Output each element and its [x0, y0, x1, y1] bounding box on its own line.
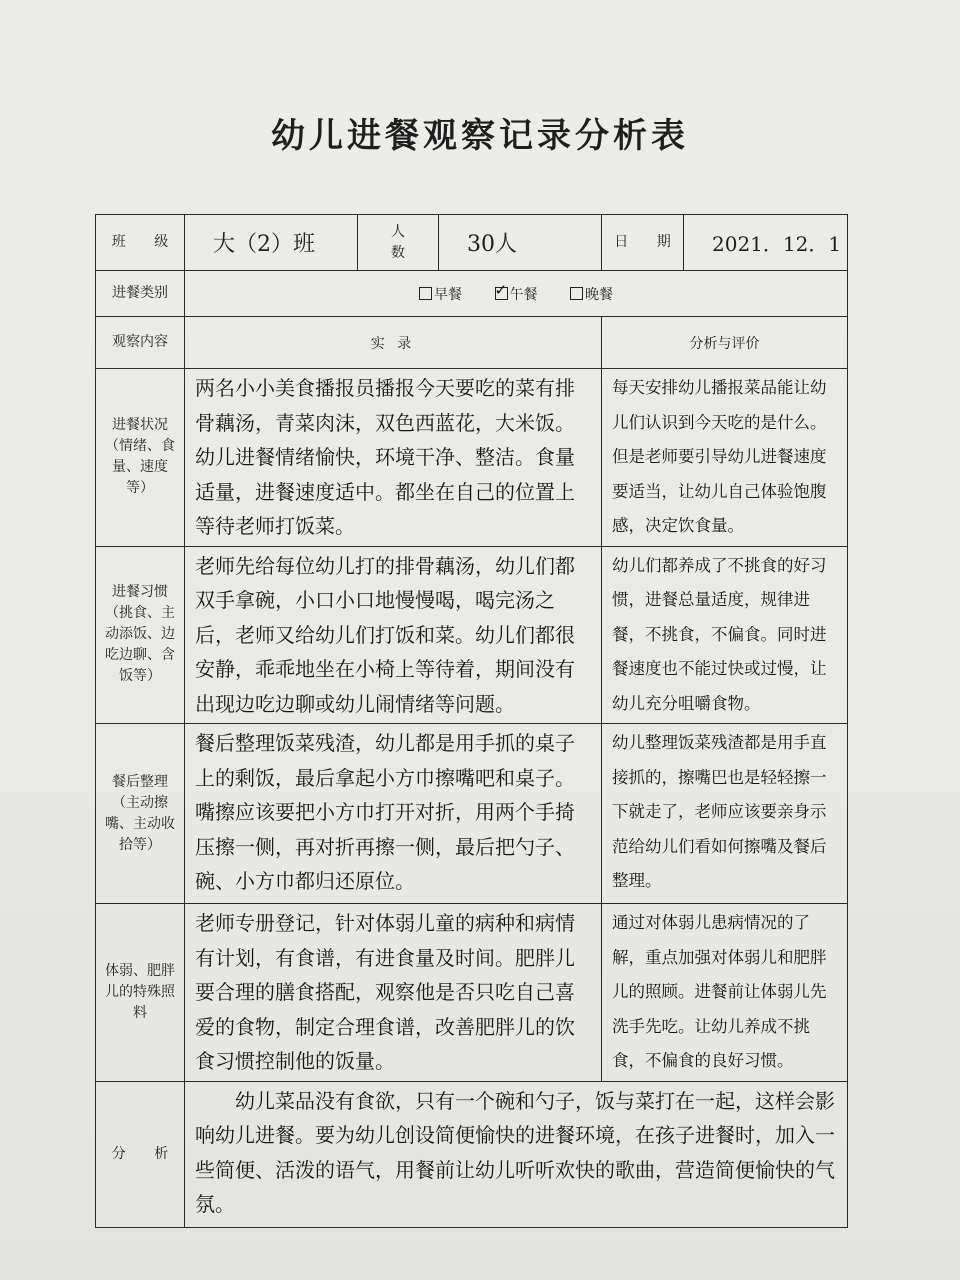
row-after-meal — [96, 724, 848, 904]
row-label: 进餐习惯（挑食、主动添饭、边吃边聊、含饭等） — [96, 546, 185, 724]
observation-table — [95, 214, 848, 1228]
column-analysis-header: 分析与评价 — [602, 317, 848, 369]
record-text: 老师先给每位幼儿打的排骨藕汤，幼儿们都双手拿碗，小口小口地慢慢喝，喝完汤之后，老师又给幼儿们打饭和菜。幼儿们都很安静，乖乖地坐在小椅上等待着，期间没有出现边吃边聊或幼儿闹情绪等问题。 — [185, 546, 602, 724]
analysis-text: 幼儿们都养成了不挑食的好习惯，进餐总量适度，规律进餐，不挑食，不偏食。同时进餐速度也不能过快或过慢，让幼儿充分咀嚼食物。 — [602, 546, 848, 724]
column-content-header: 观察内容 — [96, 317, 185, 369]
checkbox-icon — [419, 287, 432, 300]
meal-option-dinner[interactable]: 晚餐 — [570, 287, 613, 303]
count-value: 30人 — [439, 215, 602, 271]
date-value: 2021．12．1 — [684, 215, 848, 271]
class-label: 班 级 — [96, 215, 185, 271]
meal-type-row — [96, 271, 848, 317]
checkbox-icon — [570, 287, 583, 300]
row-label: 体弱、肥胖儿的特殊照料 — [96, 904, 185, 1082]
row-eating-status — [96, 369, 848, 547]
row-eating-habits — [96, 546, 848, 724]
header-row — [96, 215, 848, 271]
record-text: 餐后整理饭菜残渣，幼儿都是用手抓的桌子上的剩饭，最后拿起小方巾擦嘴吧和桌子。嘴擦应该要把小方巾打开对折，用两个手掎压擦一侧，再对折再擦一侧，最后把勺子、碗、小方巾都归还原位。 — [185, 724, 602, 904]
meal-option-breakfast[interactable]: 早餐 — [419, 287, 462, 303]
row-special-care — [96, 904, 848, 1082]
analysis-text: 每天安排幼儿播报菜品能让幼儿们认识到今天吃的是什么。但是老师要引导幼儿进餐速度要适当，让幼儿自己体验饱腹感，决定饮食量。 — [602, 369, 848, 547]
meal-option-lunch[interactable]: ✓ 午餐 — [495, 287, 538, 303]
date-label: 日 期 — [602, 215, 684, 271]
summary-text: 幼儿菜品没有食欲，只有一个碗和勺子，饭与菜打在一起，这样会影响幼儿进餐。要为幼儿创设简便愉快的进餐环境，在孩子进餐时，加入一些简便、活泼的语气，用餐前让幼儿听听欢快的歌曲，营造简便愉快的气氛。 — [185, 1081, 848, 1227]
meal-type-label: 进餐类别 — [96, 271, 185, 317]
row-summary — [96, 1081, 848, 1227]
count-label: 人 数 — [358, 215, 439, 271]
form-title: 幼儿进餐观察记录分析表 — [271, 116, 689, 156]
column-record-header: 实 录 — [185, 317, 602, 369]
class-value: 大（2）班 — [185, 215, 358, 271]
summary-label: 分 析 — [96, 1081, 185, 1227]
checked-checkbox-icon — [495, 287, 508, 300]
row-label: 餐后整理（主动擦嘴、主动收拾等） — [96, 724, 185, 904]
column-header-row — [96, 317, 848, 369]
analysis-text: 幼儿整理饭菜残渣都是用手直接抓的，擦嘴巴也是轻轻擦一下就走了，老师应该要亲身示范给幼儿们看如何擦嘴及餐后整理。 — [602, 724, 848, 904]
row-label: 进餐状况（情绪、食量、速度等） — [96, 369, 185, 547]
analysis-text: 通过对体弱儿患病情况的了解，重点加强对体弱儿和肥胖儿的照顾。进餐前让体弱儿先洗手先吃。让幼儿养成不挑食，不偏食的良好习惯。 — [602, 904, 848, 1082]
meal-type-options — [185, 271, 848, 317]
record-text: 老师专册登记，针对体弱儿童的病种和病情有计划，有食谱，有进食量及时间。肥胖儿要合理的膳食搭配，观察他是否只吃自己喜爱的食物，制定合理食谱，改善肥胖儿的饮食习惯控制他的饭量。 — [185, 904, 602, 1082]
record-text: 两名小小美食播报员播报今天要吃的菜有排骨藕汤，青菜肉沫，双色西蓝花，大米饭。幼儿进餐情绪愉快，环境干净、整洁。食量适量，进餐速度适中。都坐在自己的位置上等待老师打饭菜。 — [185, 369, 602, 547]
